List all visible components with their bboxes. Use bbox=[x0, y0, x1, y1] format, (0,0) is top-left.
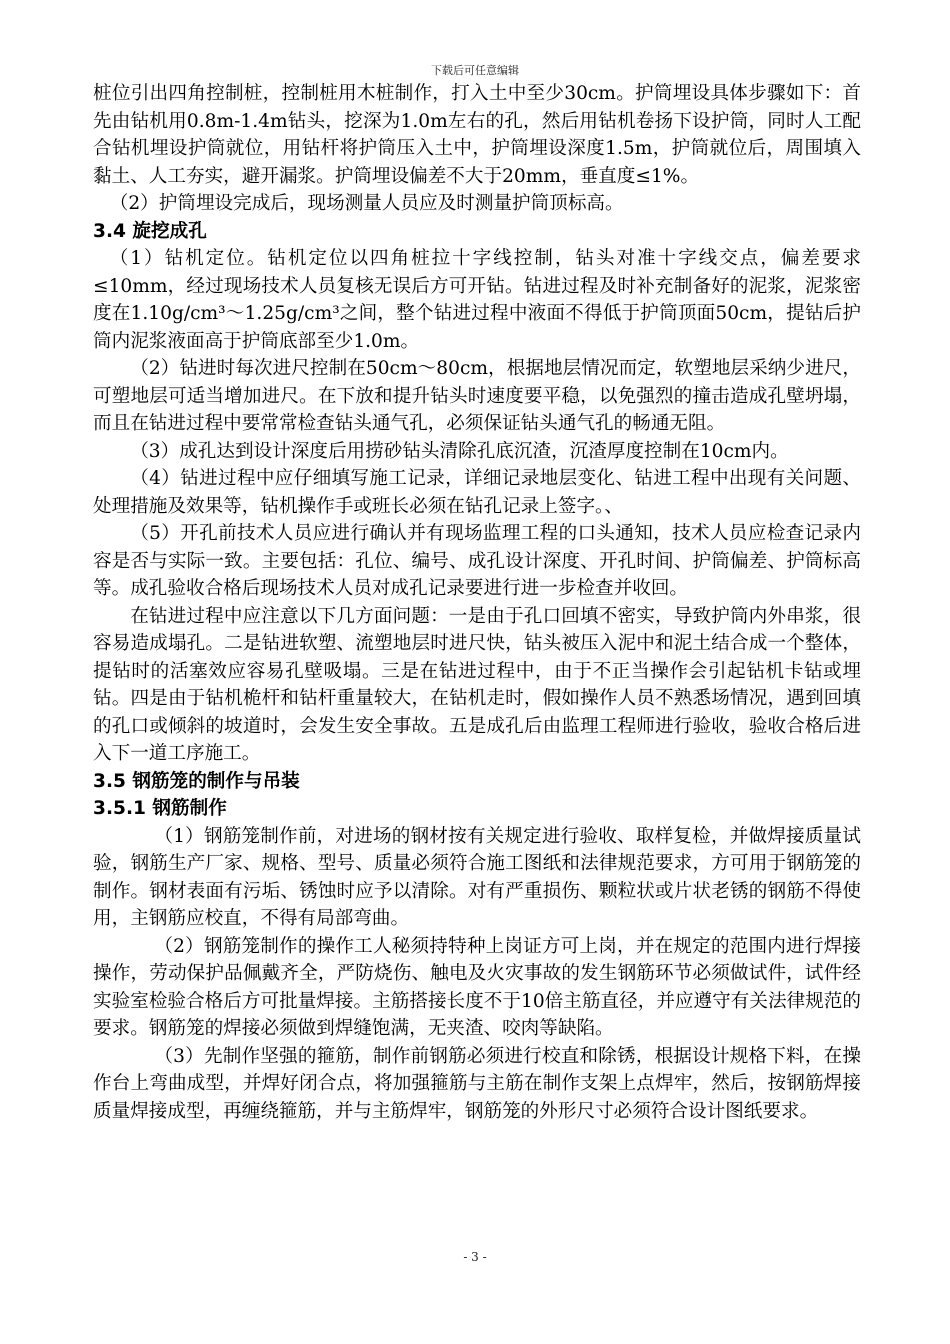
paragraph-sediment-cleaning: （3）成孔达到设计深度后用捞砂钻头清除孔底沉渣，沉渣厚度控制在10cm内。 bbox=[130, 440, 789, 462]
paragraph-drilling-cautions: 在钻进过程中应注意以下几方面问题：一是由于孔口回填不密实，导致护筒内外串浆，很容易造成塌孔。二是钻进软塑、流塑地层时进尺快，钻头被压入泥中和泥土结合成一个整体，提钻时的活塞效应容易孔壁吸塌。三是在钻进过程中，由于不正当操作会引起钻机卡钻或埋钻。四是由于钻机桅杆和钻杆重量较大，在钻机走时，假如操作人员不熟悉场情况，遇到回填的孔口或倾斜的坡道时，会发生安全事故。五是成孔后由监理工程师进行验收，验收合格后进入下一道工序施工。 bbox=[93, 605, 861, 764]
paragraph-welding-operation: （2）钢筋笼制作的操作工人秘须持特种上岗证方可上岗，并在规定的范围内进行焊接操作，劳动保护品佩戴齐全，严防烧伤、触电及火灾事故的发生钢筋环节必须做试件，试件经实验室检验合格后方可批量焊接。主筋搭接长度不于10倍主筋直径，并应遵守有关法律规范的要求。钢筋笼的焊接必须做到焊缝饱满，无夹渣、咬肉等缺陷。 bbox=[93, 935, 861, 1039]
section-heading-3-4: 3.4 旋挖成孔 bbox=[93, 220, 207, 242]
section-heading-3-5-1: 3.5.1 钢筋制作 bbox=[93, 798, 227, 819]
document-body bbox=[93, 80, 861, 1125]
paragraph-construction-record: （4）钻进过程中应仔细填写施工记录，详细记录地层变化、钻进工程中出现有关问题、处理措施及效果等，钻机操作手或班长必须在钻孔记录上签字。、 bbox=[93, 468, 861, 517]
paragraph-stirrup-fabrication: （3）先制作坚强的箍筋，制作前钢筋必须进行校直和除锈，根据设计规格下料，在操作台上弯曲成型，并焊好闭合点，将加强箍筋与主筋在制作支架上点焊牢，然后，按钢筋焊接质量焊接成型，再缠绕箍筋，并与主筋焊牢，钢筋笼的外形尺寸必须符合设计图纸要求。 bbox=[93, 1045, 861, 1122]
paragraph-hole-inspection: （5）开孔前技术人员应进行确认并有现场监理工程的口头通知，技术人员应检查记录内容是否与实际一致。主要包括：孔位、编号、成孔设计深度、开孔时间、护筒偏差、护筒标高等。成孔验收合格后现场技术人员对成孔记录要进行进一步检查并收回。 bbox=[93, 523, 861, 599]
paragraph-casing-steps: 桩位引出四角控制桩，控制桩用木桩制作，打入土中至少30cm。护筒埋设具体步骤如下：首先由钻机用0.8m-1.4m钻头，挖深为1.0m左右的孔，然后用钻机卷扬下设护筒，同时人工配合钻机埋设护筒就位，用钻杆将护筒压入土中，护筒埋设深度1.5m，护筒就位后，周围填入黏土、人工夯实，避开漏浆。护筒埋设偏差不大于20mm，垂直度≤1%。 bbox=[93, 83, 861, 187]
paragraph-casing-elevation: （2）护筒埋设完成后，现场测量人员应及时测量护筒顶标高。 bbox=[109, 193, 624, 214]
paragraph-rig-positioning: （1）钻机定位。钻机定位以四角桩拉十字线控制，钻头对准十字线交点，偏差要求≤10mm，经过现场技术人员复核无误后方可开钻。钻进过程及时补充制备好的泥浆，泥浆密度在1.10g/cm³～1.25g/cm³之间，整个钻进过程中液面不得低于护筒顶面50cm，提钻后护筒内泥浆液面高于护筒底部至少1.0m。 bbox=[93, 248, 861, 352]
page-number: - 3 - bbox=[463, 1250, 487, 1264]
paragraph-drilling-footage: （2）钻进时每次进尺控制在50cm～80cm，根据地层情况而定，软塑地层采纳少进尺，可塑地层可适当增加进尺。在下放和提升钻头时速度要平稳，以免强烈的撞击造成孔壁坍塌，而且在钻进过程中要常常检查钻头通气孔，必须保证钻头通气孔的畅通无阻。 bbox=[93, 358, 861, 434]
header-note: 下载后可任意编辑 bbox=[431, 64, 519, 77]
section-heading-3-5: 3.5 钢筋笼的制作与吊装 bbox=[93, 770, 300, 792]
paragraph-rebar-acceptance: （1）钢筋笼制作前，对进场的钢材按有关规定进行验收、取样复检，并做焊接质量试验，钢筋生产厂家、规格、型号、质量必须符合施工图纸和法律规范要求，方可用于钢筋笼的制作。钢材表面有污垢、锈蚀时应予以清除。对有严重损伤、颗粒状或片状老锈的钢筋不得使用，主钢筋应校直，不得有局部弯曲。 bbox=[93, 825, 861, 929]
